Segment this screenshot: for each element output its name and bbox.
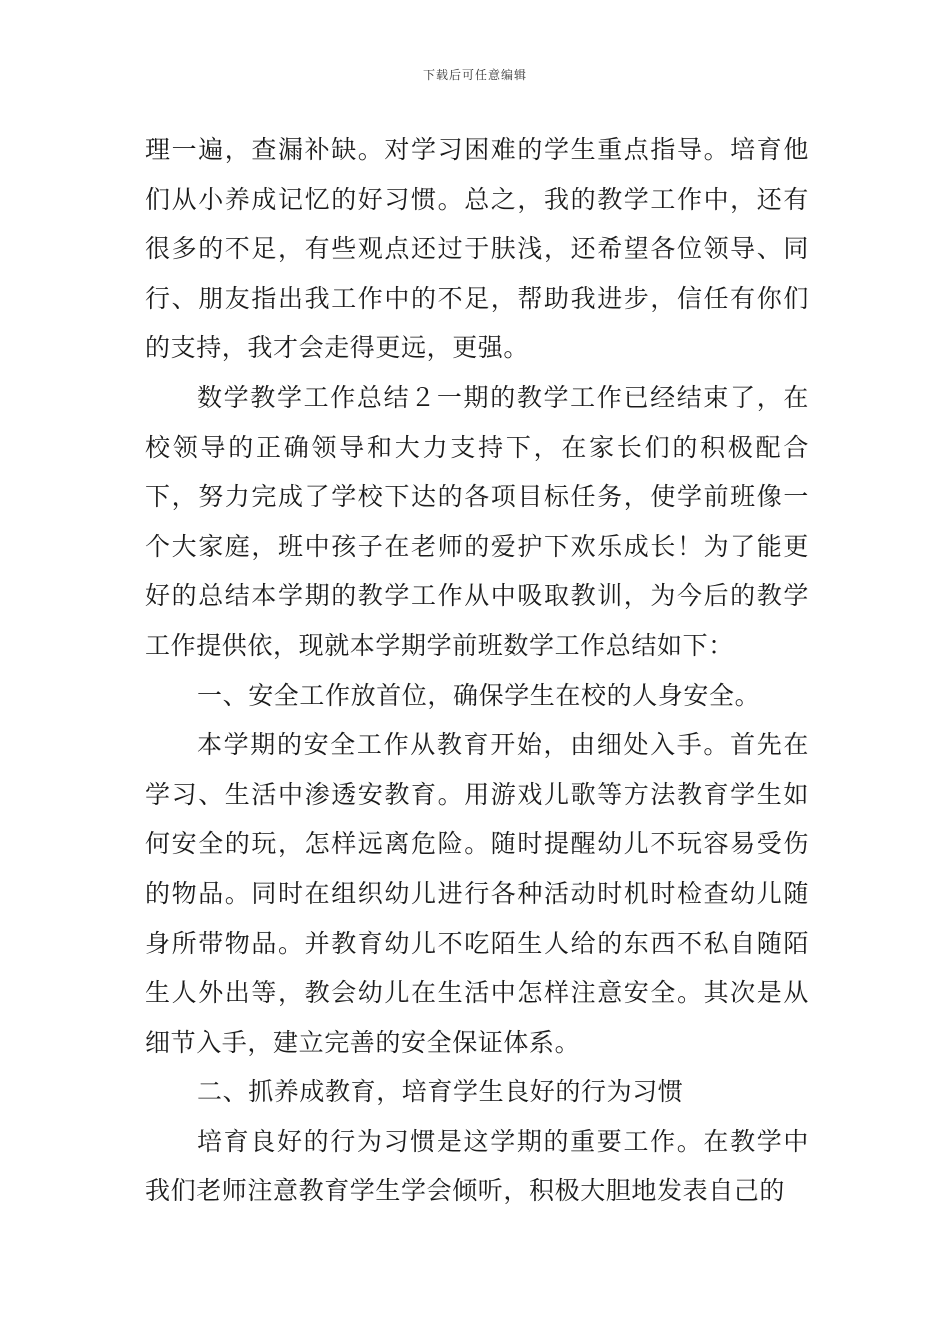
paragraph: 培育良好的行为习惯是这学期的重要工作。在教学中我们老师注意教育学生学会倾听，积极大胆地发表自己的 xyxy=(145,1126,809,1206)
paragraph: 理一遍，查漏补缺。对学习困难的学生重点指导。培育他们从小养成记忆的好习惯。总之，我的教学工作中，还有很多的不足，有些观点还过于肤浅，还希望各位领导、同行、朋友指出我工作中的不足，帮助我进步，信任有你们的支持，我才会走得更远，更强。 xyxy=(145,135,809,363)
section-heading: 二、抓养成教育，培育学生良好的行为习惯 xyxy=(197,1077,684,1107)
document-body xyxy=(145,125,809,1216)
page-header-note: 下载后可任意编辑 xyxy=(422,68,527,82)
section-heading: 一、安全工作放首位，确保学生在校的人身安全。 xyxy=(197,680,761,710)
paragraph: 本学期的安全工作从教育开始，由细处入手。首先在学习、生活中渗透安教育。用游戏儿歌等方法教育学生如何安全的玩，怎样远离危险。随时提醒幼儿不玩容易受伤的物品。同时在组织幼儿进行各种活动时机时检查幼儿随身所带物品。并教育幼儿不吃陌生人给的东西不私自随陌生人外出等，教会幼儿在生活中怎样注意安全。其次是从细节入手，建立完善的安全保证体系。 xyxy=(145,730,809,1057)
paragraph: 数学教学工作总结２一期的教学工作已经结束了，在校领导的正确领导和大力支持下，在家长们的积极配合下，努力完成了学校下达的各项目标任务，使学前班像一个大家庭，班中孩子在老师的爱护下欢乐成长！为了能更好的总结本学期的教学工作从中吸取教训，为今后的教学工作提供依，现就本学期学前班数学工作总结如下： xyxy=(145,382,809,660)
